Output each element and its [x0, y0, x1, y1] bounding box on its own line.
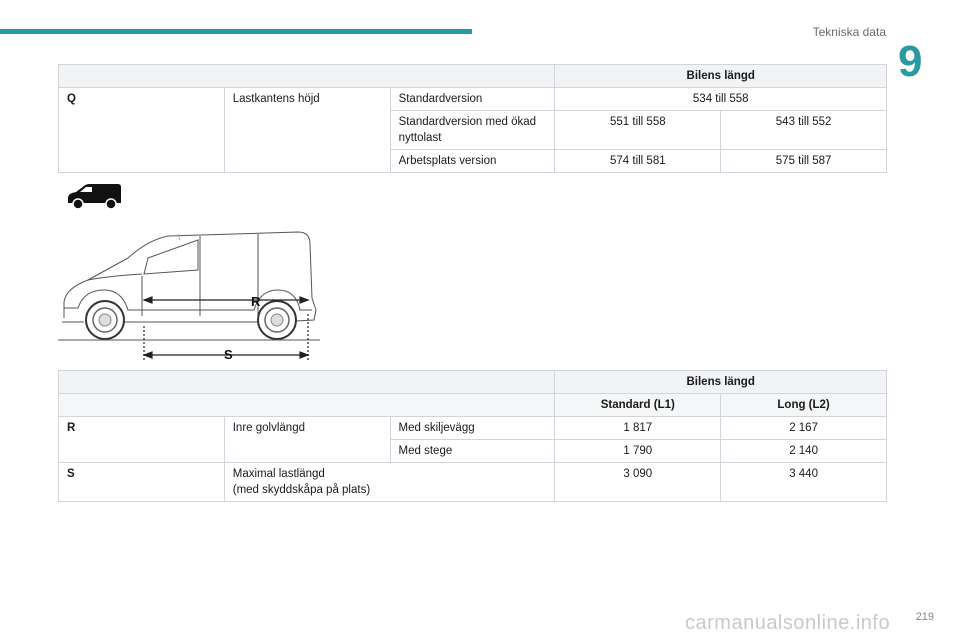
value-cell: 575 till 587 — [721, 150, 887, 173]
dimension-label-s: S — [224, 347, 233, 362]
value-cell: 543 till 552 — [721, 111, 887, 150]
row-label-line: (med skyddskåpa på plats) — [232, 484, 371, 496]
row-key: R — [59, 417, 225, 463]
table-load-edge-height — [58, 64, 887, 173]
table-row — [59, 463, 887, 502]
table-row — [59, 417, 887, 440]
value-cell: 1 790 — [555, 440, 721, 463]
variant-cell: Med stege — [390, 440, 555, 463]
table-header-row — [59, 65, 887, 88]
row-label: Lastkantens höjd — [224, 88, 390, 173]
table-load-length — [58, 370, 887, 502]
row-key: Q — [59, 88, 225, 173]
variant-cell: Arbetsplats version — [390, 150, 555, 173]
value-cell: 534 till 558 — [555, 88, 887, 111]
variant-cell: Standardversion — [390, 88, 555, 111]
table-header-row — [59, 394, 887, 417]
table-header-row — [59, 371, 887, 394]
value-cell: 3 440 — [721, 463, 887, 502]
row-label: Inre golvlängd — [224, 417, 390, 463]
variant-cell: Standardversion med ökad nyttolast — [390, 111, 555, 150]
header-cell: Bilens längd — [555, 65, 887, 88]
header-accent-bar — [0, 29, 472, 34]
value-cell: 1 817 — [555, 417, 721, 440]
variant-cell: Med skiljevägg — [390, 417, 555, 440]
value-cell: 551 till 558 — [555, 111, 721, 150]
row-label-line: Maximal lastlängd — [232, 468, 325, 480]
front-wheel — [86, 301, 124, 339]
page-number: 219 — [915, 611, 934, 623]
van-side-diagram — [58, 218, 320, 366]
value-cell: 2 167 — [721, 417, 887, 440]
value-cell: 574 till 581 — [555, 150, 721, 173]
column-header-l1: Standard (L1) — [555, 394, 721, 417]
table-row — [59, 88, 887, 111]
column-header-l2: Long (L2) — [721, 394, 887, 417]
header-cell: Bilens längd — [555, 371, 887, 394]
row-key: S — [59, 463, 225, 502]
dimension-label-r: R — [251, 294, 261, 309]
rear-wheel — [258, 301, 296, 339]
section-title: Tekniska data — [812, 25, 886, 39]
row-label — [224, 463, 555, 502]
value-cell: 3 090 — [555, 463, 721, 502]
van-silhouette-icon — [66, 183, 122, 211]
value-cell: 2 140 — [721, 440, 887, 463]
chapter-number: 9 — [898, 37, 923, 86]
watermark: carmanualsonline.info — [685, 612, 891, 634]
